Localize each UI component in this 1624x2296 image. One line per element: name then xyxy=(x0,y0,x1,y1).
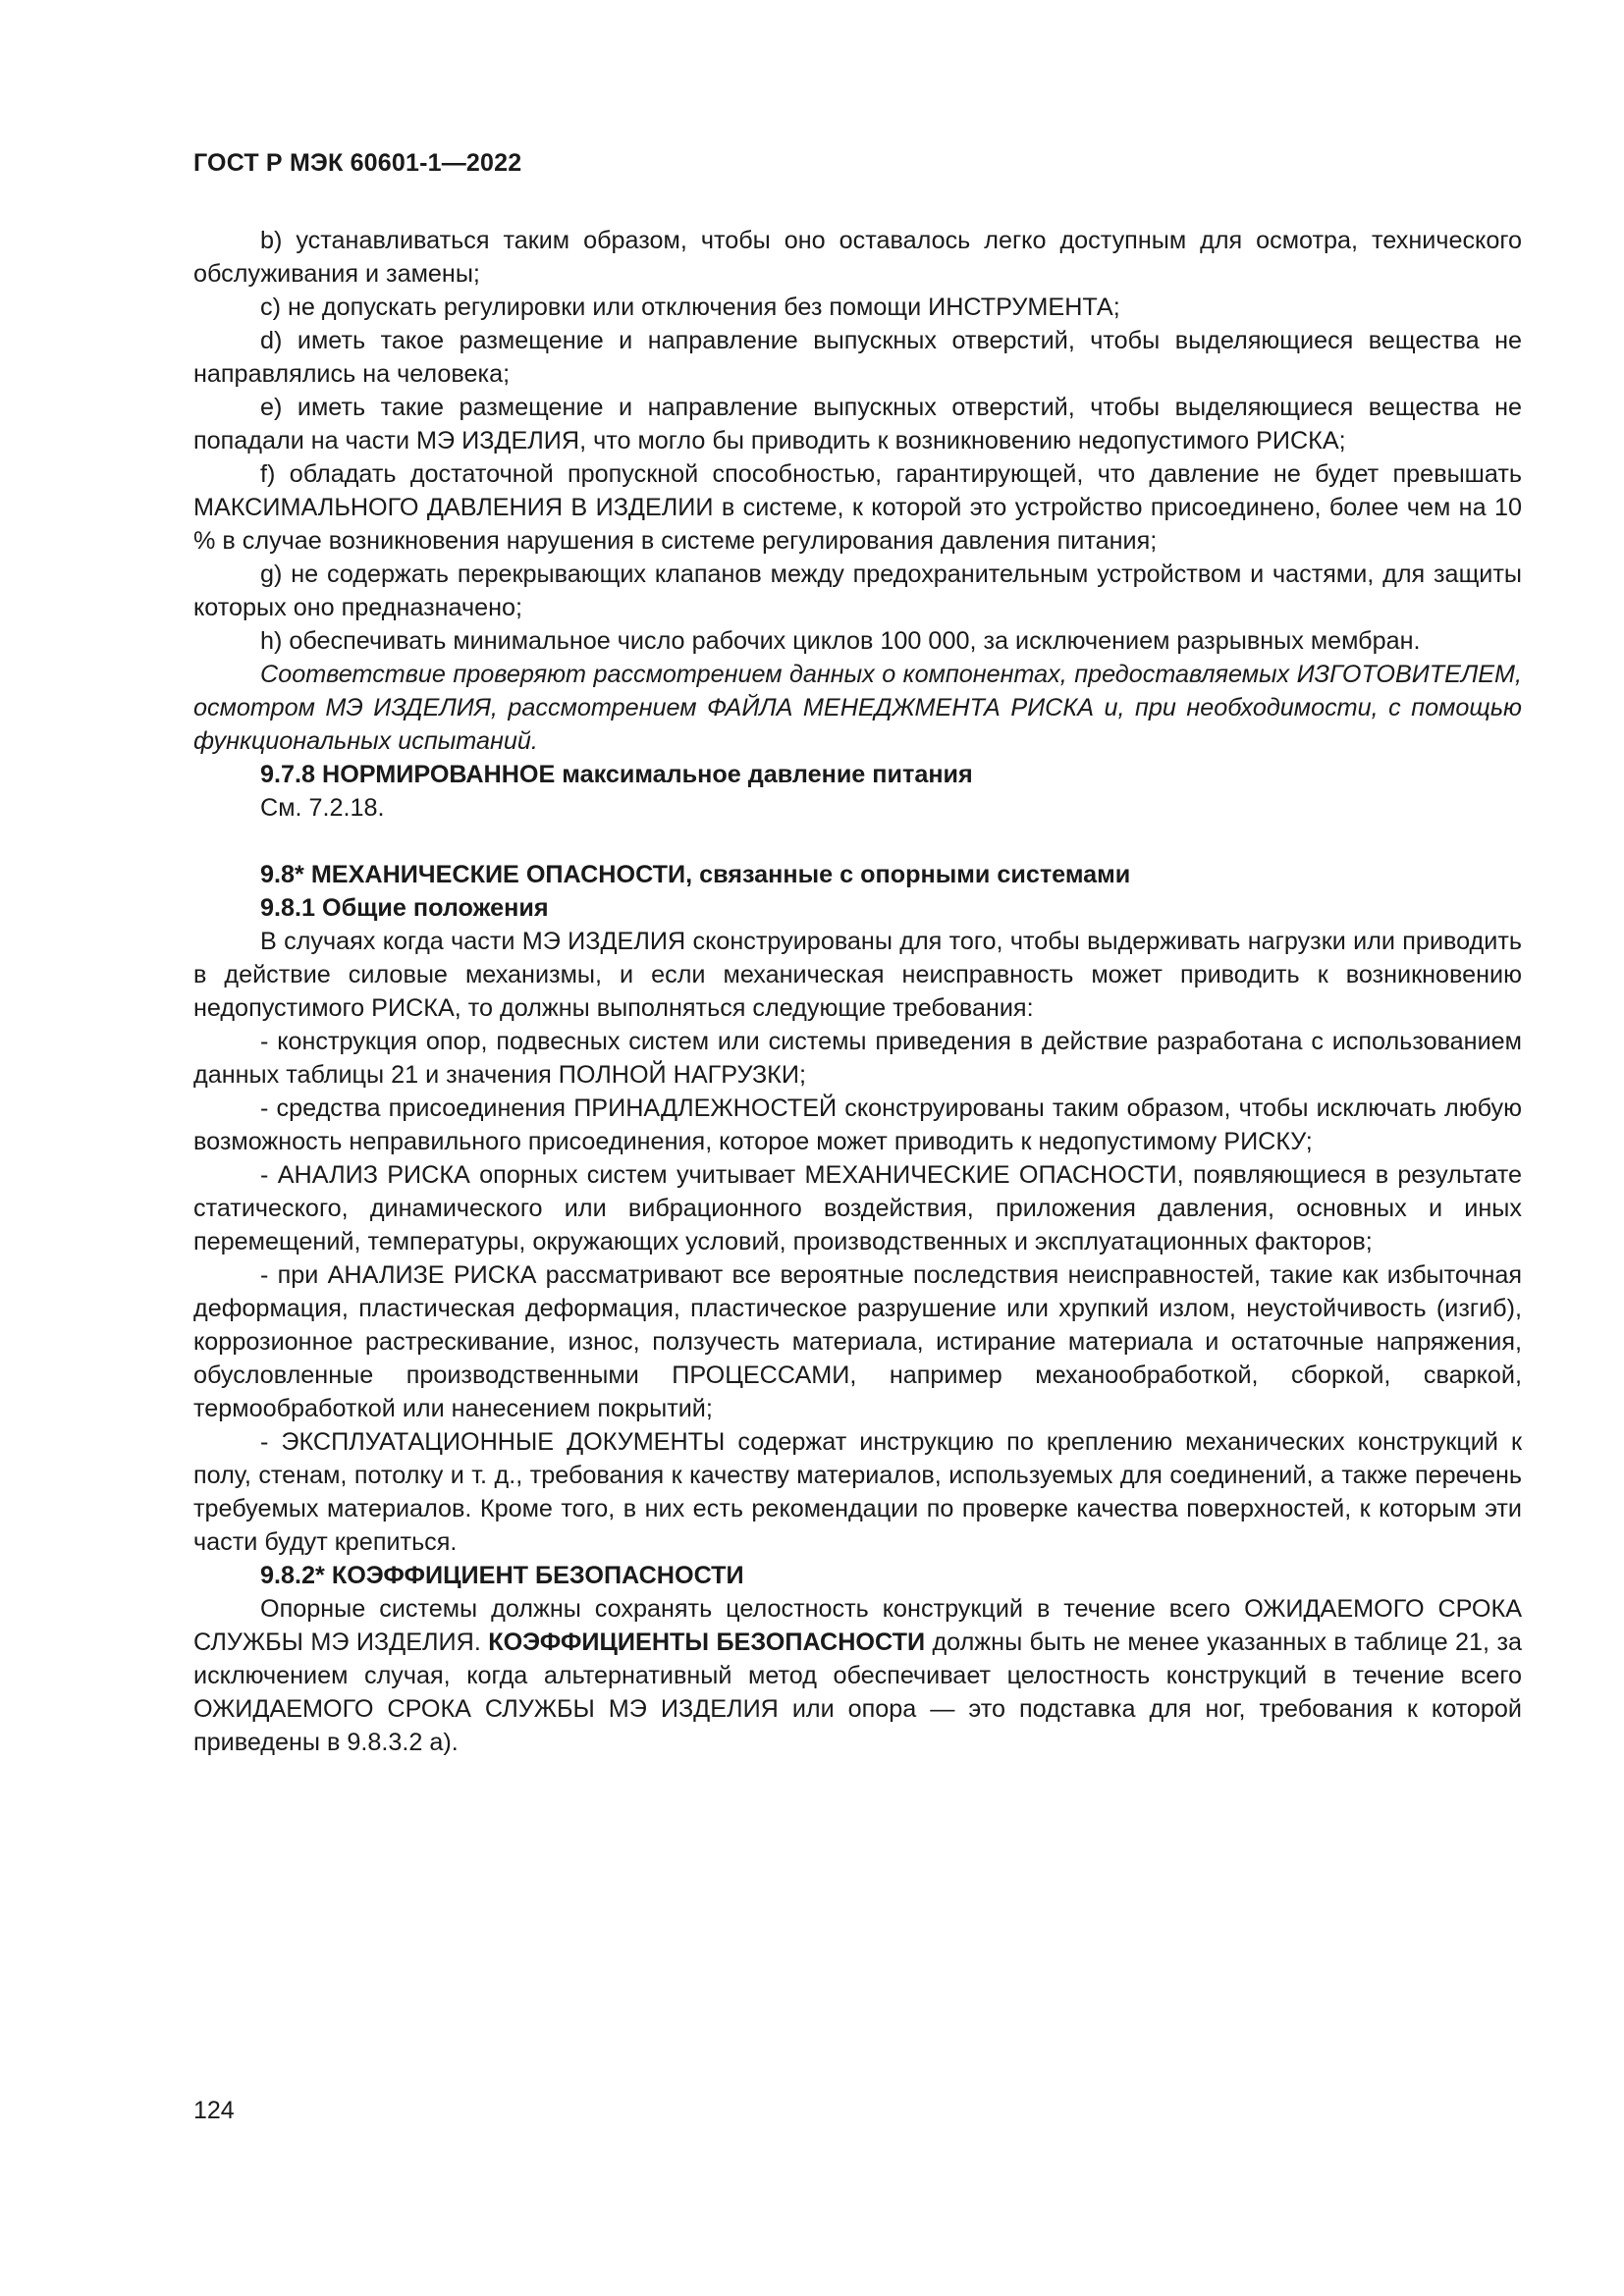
body-paragraph xyxy=(193,1592,1522,1759)
section-heading-9-7-8: 9.7.8 НОРМИРОВАННОЕ максимальное давление питания xyxy=(260,761,973,788)
dash-item: - средства присоединения ПРИНАДЛЕЖНОСТЕЙ сконструированы таким образом, чтобы исключать любую возможность неправильного присоединения, которое может приводить к недопустимому РИСКУ; xyxy=(193,1095,1522,1155)
dash-item: - конструкция опор, подвесных систем или системы приведения в действие разработана с использованием данных таблицы 21 и значения ПОЛНОЙ НАГРУЗКИ; xyxy=(193,1028,1522,1089)
list-item-e: e) иметь такие размещение и направление выпускных отверстий, чтобы выделяющиеся вещества не попадали на части МЭ ИЗДЕЛИЯ, что могло бы приводить к возникновению недопустимого РИСКА; xyxy=(193,394,1522,454)
document-header: ГОСТ Р МЭК 60601-1—2022 xyxy=(193,149,522,177)
list-item-g: g) не содержать перекрывающих клапанов между предохранительным устройством и частями, для защиты которых оно предназначено; xyxy=(193,561,1522,621)
dash-item: - АНАЛИЗ РИСКА опорных систем учитывает МЕХАНИЧЕСКИЕ ОПАСНОСТИ, появляющиеся в результате статического, динамического или вибрационного воздействия, приложения давления, основных и иных перемещений, температуры, окружающих условий, производственных и эксплуатационных факторов; xyxy=(193,1161,1522,1255)
dash-item: - при АНАЛИЗЕ РИСКА рассматривают все вероятные последствия неисправностей, такие как избыточная деформация, пластическая деформация, пластическое разрушение или хрупкий излом, неустойчивость (изгиб), коррозионное растрескивание, износ, ползучесть материала, истирание материала и остаточные напряжения, обусловленные производственными ПРОЦЕССАМИ, например механообработкой, сборкой, сваркой, термообработкой или нанесением покрытий; xyxy=(193,1261,1522,1422)
page-number: 124 xyxy=(193,2097,235,2124)
list-item-c: c) не допускать регулировки или отключения без помощи ИНСТРУМЕНТА; xyxy=(260,294,1120,321)
list-item-f: f) обладать достаточной пропускной способностью, гарантирующей, что давление не будет превышать МАКСИМАЛЬНОГО ДАВЛЕНИЯ В ИЗДЕЛИИ в системе, к которой это устройство присоединено, более чем на 10 % в случае возникновения нарушения в системе регулирования давления питания; xyxy=(193,460,1522,555)
list-item-b: b) устанавливаться таким образом, чтобы оно оставалось легко доступным для осмотра, технического обслуживания и замены; xyxy=(193,227,1522,288)
cross-reference: См. 7.2.18. xyxy=(260,794,385,822)
bold-term: КОЭФФИЦИЕНТЫ БЕЗОПАСНОСТИ xyxy=(488,1629,926,1656)
document-body xyxy=(193,224,1522,1759)
list-item-h: h) обеспечивать минимальное число рабочих циклов 100 000, за исключением разрывных мембран. xyxy=(260,627,1421,655)
section-heading-9-8: 9.8* МЕХАНИЧЕСКИЕ ОПАСНОСТИ, связанные с опорными системами xyxy=(260,861,1131,888)
section-heading-9-8-2: 9.8.2* КОЭФФИЦИЕНТ БЕЗОПАСНОСТИ xyxy=(260,1562,744,1589)
text-run: Опорные системы должны сохранять целостность конструкций в течение всего ОЖИДАЕМОГО СРОКА СЛУЖБЫ МЭ ИЗДЕЛИЯ. xyxy=(193,1595,1522,1656)
text-run: должны быть не менее указанных в таблице 21, за исключением случая, когда альтернативный метод обеспечивает целостность конструкций в течение всего ОЖИДАЕМОГО СРОКА СЛУЖБЫ МЭ ИЗДЕЛИЯ или опора — это подставка для ног, требования к которой приведены в 9.8.3.2 a). xyxy=(193,1629,1522,1756)
section-heading-9-8-1: 9.8.1 Общие положения xyxy=(260,894,549,922)
body-paragraph: В случаях когда части МЭ ИЗДЕЛИЯ сконструированы для того, чтобы выдерживать нагрузки или приводить в действие силовые механизмы, и если механическая неисправность может приводить к возникновению недопустимого РИСКА, то должны выполняться следующие требования: xyxy=(193,928,1522,1022)
list-item-d: d) иметь такое размещение и направление выпускных отверстий, чтобы выделяющиеся вещества не направлялись на человека; xyxy=(193,327,1522,388)
compliance-note: Соответствие проверяют рассмотрением данных о компонентах, предоставляемых ИЗГОТОВИТЕЛЕМ, осмотром МЭ ИЗДЕЛИЯ, рассмотрением ФАЙЛА МЕНЕДЖМЕНТА РИСКА и, при необходимости, с помощью функциональных испытаний. xyxy=(193,661,1522,755)
dash-item: - ЭКСПЛУАТАЦИОННЫЕ ДОКУМЕНТЫ содержат инструкцию по креплению механических конструкций к полу, стенам, потолку и т. д., требования к качеству материалов, используемых для соединений, а также перечень требуемых материалов. Кроме того, в них есть рекомендации по проверке качества поверхностей, к которым эти части будут крепиться. xyxy=(193,1428,1522,1556)
